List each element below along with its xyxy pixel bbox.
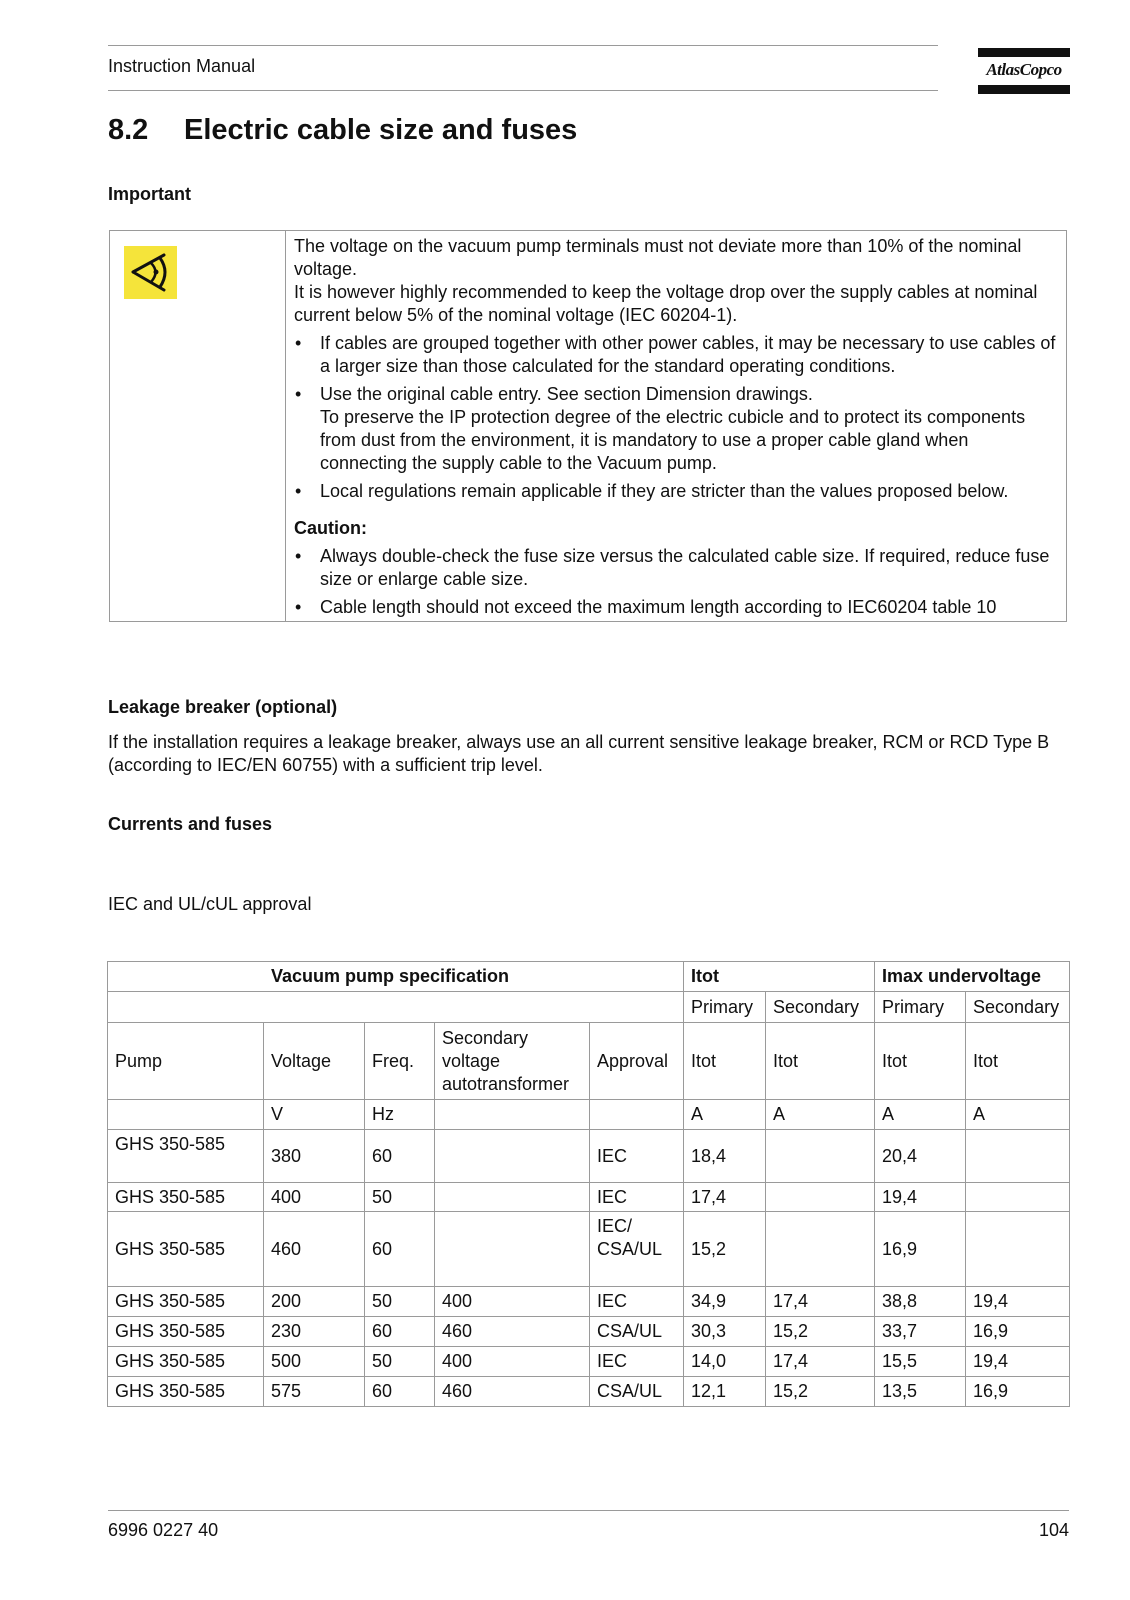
pump-cell: GHS 350-585 bbox=[108, 1377, 264, 1407]
itot-col-header: Itot bbox=[684, 1023, 766, 1100]
note-bullet-extra: To preserve the IP protection degree of the electric cubicle and to protect its components from dust from the environment, it is mandatory to use a proper cable gland when connecting the supply cable to the Vacuum pump. bbox=[320, 407, 1026, 473]
freq-unit: Hz bbox=[365, 1100, 435, 1130]
header-rule-bottom bbox=[108, 90, 938, 91]
imax-secondary-cell bbox=[966, 1212, 1070, 1287]
itot-primary-cell: 15,2 bbox=[684, 1212, 766, 1287]
approval-col-header: Approval bbox=[590, 1023, 684, 1100]
table-sub-header-row bbox=[108, 992, 1070, 1023]
imax-group-header: Imax undervoltage bbox=[875, 962, 1070, 992]
itot-col-header: Itot bbox=[766, 1023, 875, 1100]
note-bullet-item bbox=[294, 332, 1056, 378]
note-paragraph-2: It is however highly recommended to keep the voltage drop over the supply cables at nominal current below 5% of the nominal voltage (IEC 60204-1). bbox=[294, 282, 1038, 325]
itot-primary-cell: 14,0 bbox=[684, 1347, 766, 1377]
page-number: 104 bbox=[1038, 1520, 1069, 1540]
pump-cell: GHS 350-585 bbox=[108, 1317, 264, 1347]
spec-group-header: Vacuum pump specification bbox=[108, 962, 684, 992]
leakage-text: If the installation requires a leakage breaker, always use an all current sensitive leakage breaker, RCM or RCD Type B (according to IEC/EN 60755) with a sufficient trip level. bbox=[108, 732, 1050, 775]
imax-primary-cell: 38,8 bbox=[875, 1287, 966, 1317]
approval-cell: CSA/UL bbox=[590, 1317, 684, 1347]
itot-group-header: Itot bbox=[684, 962, 875, 992]
approval-cell: IEC bbox=[590, 1130, 684, 1183]
approval-cell: CSA/UL bbox=[590, 1377, 684, 1407]
imax-secondary-cell: 16,9 bbox=[966, 1317, 1070, 1347]
eye-warning-icon bbox=[124, 246, 177, 299]
voltage-cell: 400 bbox=[264, 1183, 365, 1212]
caution-bullet-item bbox=[294, 596, 1056, 619]
table-row bbox=[108, 1377, 1070, 1407]
current-unit: A bbox=[766, 1100, 875, 1130]
important-heading: Important bbox=[108, 184, 191, 204]
itot-primary-header: Primary bbox=[684, 992, 766, 1023]
note-icon-cell bbox=[110, 231, 286, 622]
note-bullet-text: Local regulations remain applicable if they are stricter than the values proposed below. bbox=[320, 481, 1009, 501]
sec-voltage-cell: 400 bbox=[435, 1287, 590, 1317]
imax-primary-header: Primary bbox=[875, 992, 966, 1023]
itot-secondary-cell: 15,2 bbox=[766, 1317, 875, 1347]
voltage-cell: 230 bbox=[264, 1317, 365, 1347]
table-row bbox=[108, 1287, 1070, 1317]
caution-bullet-list bbox=[294, 545, 1056, 619]
sec-voltage-cell: 400 bbox=[435, 1347, 590, 1377]
itot-primary-cell: 17,4 bbox=[684, 1183, 766, 1212]
itot-primary-cell: 30,3 bbox=[684, 1317, 766, 1347]
caution-bullet-item bbox=[294, 545, 1056, 591]
itot-secondary-cell: 17,4 bbox=[766, 1287, 875, 1317]
sec-voltage-cell bbox=[435, 1183, 590, 1212]
freq-cell: 50 bbox=[365, 1347, 435, 1377]
imax-primary-cell: 13,5 bbox=[875, 1377, 966, 1407]
note-bullet-item bbox=[294, 480, 1056, 503]
pump-col-header: Pump bbox=[108, 1023, 264, 1100]
caution-bullet-text: Always double-check the fuse size versus the calculated cable size. If required, reduce fuse size or enlarge cable size. bbox=[320, 546, 1050, 589]
section-number: 8.2 bbox=[108, 114, 149, 146]
approval-cell: IEC bbox=[590, 1287, 684, 1317]
itot-secondary-cell bbox=[766, 1130, 875, 1183]
itot-secondary-cell bbox=[766, 1212, 875, 1287]
voltage-cell: 380 bbox=[264, 1130, 365, 1183]
footer-rule bbox=[108, 1510, 1069, 1511]
imax-secondary-cell: 19,4 bbox=[966, 1287, 1070, 1317]
sec-voltage-cell bbox=[435, 1130, 590, 1183]
freq-col-header: Freq. bbox=[365, 1023, 435, 1100]
itot-col-header: Itot bbox=[966, 1023, 1070, 1100]
itot-secondary-header: Secondary bbox=[766, 992, 875, 1023]
sec-voltage-cell: 460 bbox=[435, 1317, 590, 1347]
logo-bottom-bar bbox=[978, 85, 1070, 94]
freq-cell: 60 bbox=[365, 1212, 435, 1287]
imax-primary-cell: 33,7 bbox=[875, 1317, 966, 1347]
note-bullet-list bbox=[294, 332, 1056, 503]
voltage-cell: 500 bbox=[264, 1347, 365, 1377]
table-row bbox=[108, 1130, 1070, 1183]
table-group-header-row bbox=[108, 962, 1070, 992]
voltage-unit: V bbox=[264, 1100, 365, 1130]
empty-cell bbox=[435, 1100, 590, 1130]
empty-cell bbox=[108, 992, 684, 1023]
table-row bbox=[108, 1317, 1070, 1347]
approval-note: IEC and UL/cUL approval bbox=[108, 894, 312, 914]
header-rule-top bbox=[108, 45, 938, 46]
approval-cell: IEC bbox=[590, 1183, 684, 1212]
imax-secondary-cell: 19,4 bbox=[966, 1347, 1070, 1377]
important-note-box bbox=[109, 230, 1067, 622]
imax-secondary-cell bbox=[966, 1183, 1070, 1212]
approval-cell: IEC bbox=[590, 1347, 684, 1377]
pump-cell: GHS 350-585 bbox=[108, 1130, 264, 1183]
sec-voltage-cell: 460 bbox=[435, 1377, 590, 1407]
note-paragraph-1: The voltage on the vacuum pump terminals must not deviate more than 10% of the nominal voltage. bbox=[294, 236, 1022, 279]
imax-primary-cell: 15,5 bbox=[875, 1347, 966, 1377]
freq-cell: 50 bbox=[365, 1287, 435, 1317]
sec-voltage-cell bbox=[435, 1212, 590, 1287]
itot-secondary-cell bbox=[766, 1183, 875, 1212]
imax-primary-cell: 19,4 bbox=[875, 1183, 966, 1212]
itot-secondary-cell: 17,4 bbox=[766, 1347, 875, 1377]
section-title: Electric cable size and fuses bbox=[184, 114, 578, 146]
imax-secondary-cell bbox=[966, 1130, 1070, 1183]
note-bullet-text: If cables are grouped together with other power cables, it may be necessary to use cables of a larger size than those calculated for the standard operating conditions. bbox=[320, 333, 1056, 376]
currents-heading: Currents and fuses bbox=[108, 814, 273, 834]
sec-voltage-col-header: Secondary voltage autotransformer bbox=[435, 1023, 590, 1100]
voltage-col-header: Voltage bbox=[264, 1023, 365, 1100]
document-number: 6996 0227 40 bbox=[108, 1520, 219, 1540]
itot-col-header: Itot bbox=[875, 1023, 966, 1100]
logo-wordmark: AtlasCopco bbox=[986, 60, 1062, 79]
itot-primary-cell: 34,9 bbox=[684, 1287, 766, 1317]
caution-bullet-text: Cable length should not exceed the maximum length according to IEC60204 table 10 bbox=[320, 597, 997, 617]
table-units-row bbox=[108, 1100, 1070, 1130]
imax-primary-cell: 20,4 bbox=[875, 1130, 966, 1183]
voltage-cell: 200 bbox=[264, 1287, 365, 1317]
empty-cell bbox=[590, 1100, 684, 1130]
freq-cell: 50 bbox=[365, 1183, 435, 1212]
approval-cell: IEC/ CSA/UL bbox=[590, 1212, 684, 1287]
voltage-cell: 575 bbox=[264, 1377, 365, 1407]
caution-heading: Caution: bbox=[294, 518, 367, 538]
pump-cell: GHS 350-585 bbox=[108, 1212, 264, 1287]
currents-fuses-table bbox=[107, 961, 1070, 1407]
atlas-copco-logo bbox=[978, 48, 1070, 94]
current-unit: A bbox=[875, 1100, 966, 1130]
table-row bbox=[108, 1347, 1070, 1377]
logo-top-bar bbox=[978, 48, 1070, 57]
itot-secondary-cell: 15,2 bbox=[766, 1377, 875, 1407]
freq-cell: 60 bbox=[365, 1317, 435, 1347]
imax-primary-cell: 16,9 bbox=[875, 1212, 966, 1287]
empty-cell bbox=[108, 1100, 264, 1130]
itot-primary-cell: 18,4 bbox=[684, 1130, 766, 1183]
imax-secondary-cell: 16,9 bbox=[966, 1377, 1070, 1407]
leakage-heading: Leakage breaker (optional) bbox=[108, 697, 338, 717]
note-text-cell bbox=[286, 231, 1067, 622]
header-title: Instruction Manual bbox=[108, 56, 256, 76]
current-unit: A bbox=[684, 1100, 766, 1130]
pump-cell: GHS 350-585 bbox=[108, 1347, 264, 1377]
current-unit: A bbox=[966, 1100, 1070, 1130]
pump-cell: GHS 350-585 bbox=[108, 1287, 264, 1317]
table-row bbox=[108, 1183, 1070, 1212]
table-row bbox=[108, 1212, 1070, 1287]
itot-primary-cell: 12,1 bbox=[684, 1377, 766, 1407]
freq-cell: 60 bbox=[365, 1130, 435, 1183]
pump-cell: GHS 350-585 bbox=[108, 1183, 264, 1212]
note-bullet-text: Use the original cable entry. See section Dimension drawings. bbox=[320, 384, 813, 404]
freq-cell: 60 bbox=[365, 1377, 435, 1407]
note-bullet-item bbox=[294, 383, 1056, 475]
imax-secondary-header: Secondary bbox=[966, 992, 1070, 1023]
table-column-header-row bbox=[108, 1023, 1070, 1100]
voltage-cell: 460 bbox=[264, 1212, 365, 1287]
